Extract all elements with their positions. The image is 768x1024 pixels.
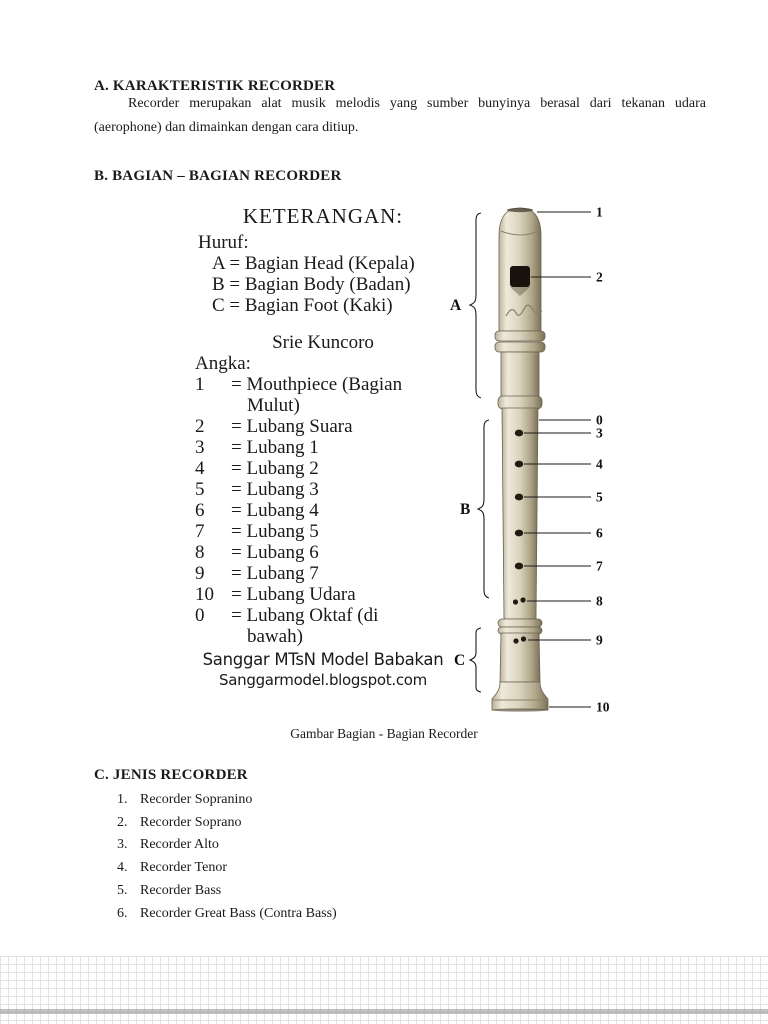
angka-item — [190, 374, 456, 416]
huruf-item: C = Bagian Foot (Kaki) — [212, 295, 393, 316]
angka-item — [190, 500, 456, 521]
angka-description: = Lubang 5 — [231, 521, 319, 542]
angka-number: 6 — [195, 500, 205, 521]
list-item-label: Recorder Tenor — [140, 860, 228, 876]
foot-joint-ring-upper — [498, 619, 542, 627]
angka-item — [190, 437, 456, 458]
recorder-types-list — [94, 789, 337, 925]
double-hole-7b — [521, 636, 526, 641]
marker-number-8: 8 — [596, 593, 603, 609]
section-b-heading: B. BAGIAN – BAGIAN RECORDER — [94, 168, 342, 184]
recorder-bell — [492, 682, 548, 710]
double-hole-6b — [520, 597, 525, 602]
scan-grid-band — [0, 1009, 768, 1014]
marker-number-1: 1 — [596, 204, 603, 220]
angka-number: 1 — [195, 374, 205, 395]
recorder-illustration — [440, 200, 660, 720]
bell-rim-shadow — [492, 708, 548, 712]
angka-description: = Lubang 4 — [231, 500, 319, 521]
angka-description: = Lubang 6 — [231, 542, 319, 563]
section-letter-a: A — [450, 297, 462, 314]
section-letter-c: C — [454, 652, 466, 669]
angka-item — [190, 563, 456, 584]
legend-title: KETERANGAN: — [242, 204, 404, 228]
list-item-label: Recorder Alto — [140, 837, 219, 853]
huruf-item: B = Bagian Body (Badan) — [212, 274, 411, 295]
marker-number-9: 9 — [596, 632, 603, 648]
list-item-label: Recorder Soprano — [140, 814, 242, 830]
angka-description: = Lubang 1 — [231, 437, 319, 458]
finger-hole-4 — [515, 530, 523, 537]
head-ring-upper — [495, 331, 545, 341]
finger-hole-3 — [515, 494, 523, 501]
marker-number-5: 5 — [596, 489, 603, 505]
finger-hole-5 — [515, 563, 523, 570]
double-hole-7a — [513, 638, 518, 643]
section-a-heading: A. KARAKTERISTIK RECORDER — [94, 78, 336, 94]
list-item — [94, 834, 337, 857]
angka-item — [190, 605, 456, 647]
list-item — [94, 903, 337, 926]
figure-credit: Srie Kuncoro — [272, 332, 374, 353]
list-item-label: Recorder Sopranino — [140, 792, 253, 807]
windway-slot — [507, 208, 533, 212]
list-item-label: Recorder Great Bass (Contra Bass) — [140, 905, 337, 921]
angka-number: 9 — [195, 563, 205, 584]
head-ring-lower — [495, 342, 545, 352]
angka-item — [190, 479, 456, 500]
finger-hole-2 — [515, 461, 523, 468]
head-body-joint-ring — [498, 396, 542, 409]
list-item — [94, 880, 337, 903]
section-a-paragraph: Recorder merupakan alat musik melodis yang sumber bunyinya berasal dari tekanan udara (aerophone) dan dimainkan dengan cara ditiup. — [94, 96, 706, 135]
angka-item — [190, 416, 456, 437]
brace-head-section — [470, 213, 481, 398]
angka-item — [190, 521, 456, 542]
recorder-body — [502, 408, 538, 619]
angka-number: 7 — [195, 521, 205, 542]
angka-number: 8 — [195, 542, 205, 563]
angka-description: = Lubang Oktaf (di bawah) — [231, 605, 379, 647]
huruf-item: A = Bagian Head (Kepala) — [212, 253, 415, 274]
brace-foot-section — [470, 628, 481, 692]
angka-label: Angka: — [195, 353, 251, 374]
angka-description: = Lubang 3 — [231, 479, 319, 500]
angka-number: 4 — [195, 458, 205, 479]
marker-number-7: 7 — [596, 558, 603, 574]
angka-description: = Mouthpiece (Bagian Mulut) — [231, 374, 403, 416]
angka-number: 5 — [195, 479, 205, 500]
marker-number-3: 3 — [596, 425, 603, 441]
recorder-figure — [0, 200, 768, 718]
labium-window — [510, 266, 530, 287]
brace-body-section — [478, 420, 489, 598]
list-item — [94, 812, 337, 835]
figure-watermark-line1: Sanggar MTsN Model Babakan — [202, 650, 444, 669]
marker-number-2: 2 — [596, 269, 603, 285]
head-lower-tube — [501, 352, 539, 397]
figure-watermark-line2: Sanggarmodel.blogspot.com — [219, 671, 427, 689]
figure-legend — [190, 206, 456, 690]
angka-item — [190, 458, 456, 479]
double-hole-6a — [513, 599, 518, 604]
marker-number-4: 4 — [596, 456, 603, 472]
angka-item — [190, 584, 456, 605]
marker-number-6: 6 — [596, 525, 603, 541]
angka-number: 0 — [195, 605, 205, 626]
figure-caption: Gambar Bagian - Bagian Recorder — [290, 726, 478, 741]
angka-description: = Lubang 2 — [231, 458, 319, 479]
huruf-label: Huruf: — [198, 232, 249, 253]
angka-description: = Lubang Udara — [231, 584, 356, 605]
angka-number: 10 — [195, 584, 214, 605]
angka-number: 2 — [195, 416, 205, 437]
section-c-heading: C. JENIS RECORDER — [94, 767, 248, 783]
angka-description: = Lubang Suara — [231, 416, 353, 437]
list-item — [94, 857, 337, 880]
angka-description: = Lubang 7 — [231, 563, 319, 584]
angka-number: 3 — [195, 437, 205, 458]
marker-number-0: 0 — [596, 412, 603, 428]
list-item — [94, 789, 337, 812]
section-letter-b: B — [460, 501, 471, 518]
angka-item — [190, 542, 456, 563]
finger-hole-1 — [515, 430, 523, 437]
marker-number-10: 10 — [596, 699, 610, 715]
list-item-label: Recorder Bass — [140, 882, 222, 898]
